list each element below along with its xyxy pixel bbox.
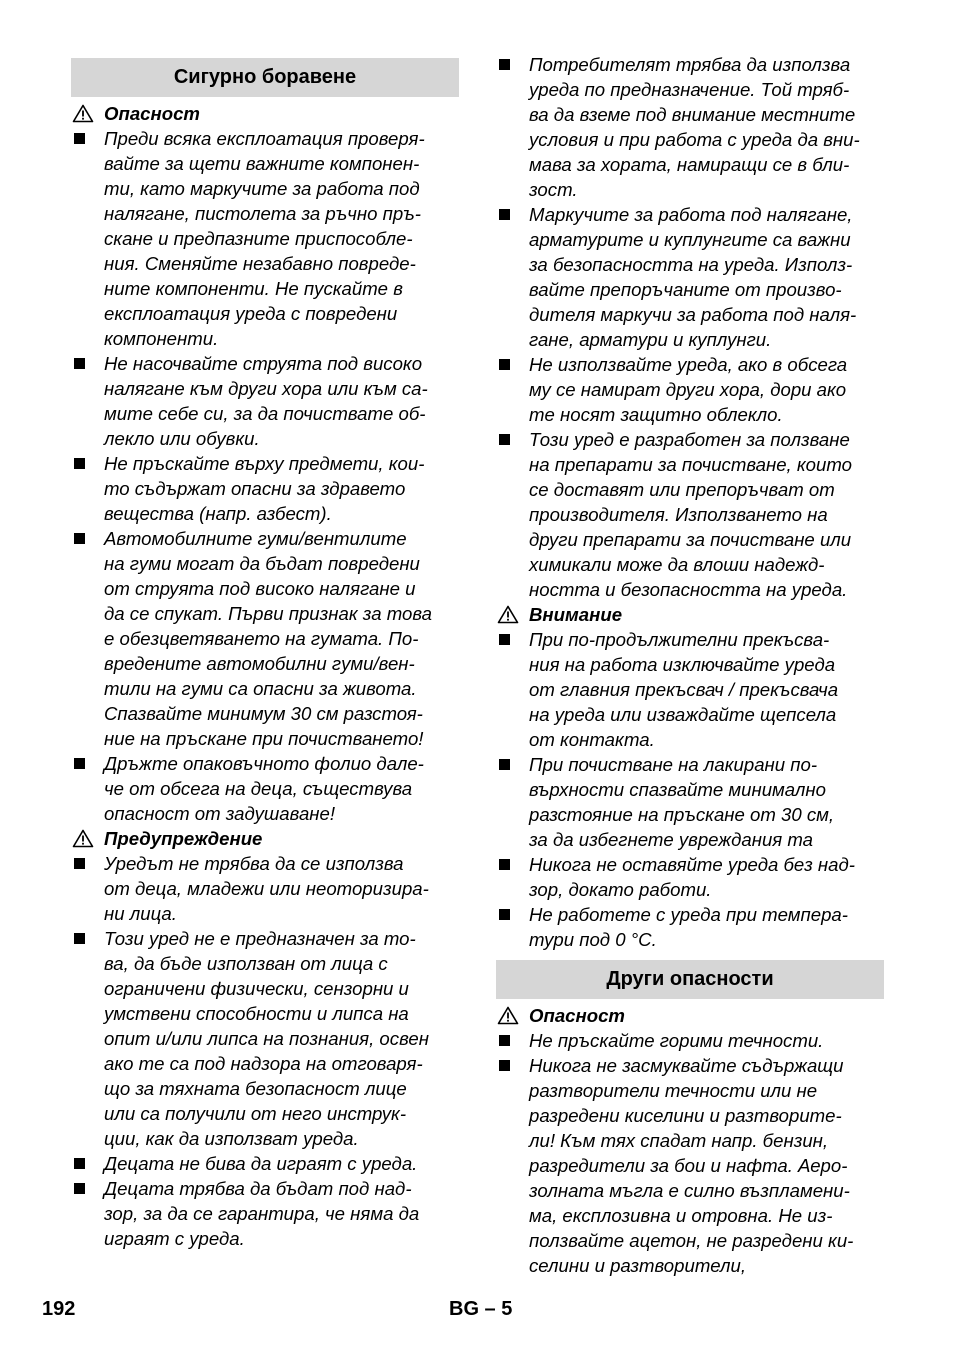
- list-item: При по-продължителни прекъсва- ния на работа изключвайте уреда от главния прекъсвач / прекъсвача на уреда или изваждайте щепсела от контакта.: [496, 627, 884, 752]
- list-item: Маркучите за работа под налягане, арматурите и куплунгите са важни за безопасността на уреда. Използ- вайте препоръчаните от произво- дителя маркучи за работа под наля- гане, арматури и куплунги.: [496, 202, 884, 352]
- warning-label: Внимание: [529, 604, 623, 625]
- list-item: Не насочвайте струята под високо налягане към други хора или към са- мите себе си, за да почиствате об- лекло или обувки.: [71, 351, 459, 451]
- list-item: Не пръскайте горими течности.: [496, 1028, 884, 1053]
- square-bullet-icon: [74, 1183, 85, 1194]
- square-bullet-icon: [499, 909, 510, 920]
- list-item: Не пръскайте върху предмети, кои- то съдържат опасни за здравето вещества (напр. азбест).: [71, 451, 459, 526]
- warning-danger: [71, 101, 459, 126]
- square-bullet-icon: [499, 759, 510, 770]
- list-item: Децата трябва да бъдат под над- зор, за да се гарантира, че няма да играят с уреда.: [71, 1176, 459, 1251]
- warning-label: Предупреждение: [104, 828, 263, 849]
- warning-label: Опасност: [104, 103, 200, 124]
- warning-triangle-icon: [497, 605, 519, 624]
- square-bullet-icon: [499, 859, 510, 870]
- list-item: Този уред е разработен за ползване на препарати за почистване, които се доставят или препоръчват от производителя. Използването на други препарати за почистване или химикали може да влоши надежд- ността и безопасността на уреда.: [496, 427, 884, 602]
- list-item: Преди всяка експлоатация проверя- вайте за щети важните компонен- ти, като маркучите за работа под налягане, пистолета за ръчно пръ- скане и предпазните приспособле- ния. Сменяйте незабавно повреде- ните компоненти. Не пускайте в експлоатация уреда с повредени компоненти.: [71, 126, 459, 351]
- square-bullet-icon: [74, 358, 85, 369]
- warning-label: Опасност: [529, 1005, 625, 1026]
- page-number: 192: [42, 1298, 76, 1320]
- square-bullet-icon: [74, 533, 85, 544]
- list-item: Децата не бива да играят с уреда.: [71, 1151, 459, 1176]
- list-item: Не работете с уреда при темпера- тури под 0 °C.: [496, 902, 884, 952]
- section-title-other-hazards: Други опасности: [496, 960, 884, 999]
- square-bullet-icon: [499, 634, 510, 645]
- list-item: Не използвайте уреда, ако в обсега му се намират други хора, дори ако те носят защитно облекло.: [496, 352, 884, 427]
- list-item: Дръжте опаковъчното фолио дале- че от обсега на деца, съществува опасност от задушаване!: [71, 751, 459, 826]
- square-bullet-icon: [74, 758, 85, 769]
- square-bullet-icon: [499, 359, 510, 370]
- page-label: BG – 5: [449, 1298, 513, 1320]
- warning-triangle-icon: [497, 1006, 519, 1025]
- list-item: Уредът не трябва да се използва от деца, младежи или неоторизира- ни лица.: [71, 851, 459, 926]
- square-bullet-icon: [499, 59, 510, 70]
- warning-triangle-icon: [72, 829, 94, 848]
- list-item: Потребителят трябва да използва уреда по предназначение. Той тряб- ва да вземе под внимание местните условия и при работа с уреда да вни- мава за хората, намиращи се в бли- зост.: [496, 52, 884, 202]
- list-item: Никога не засмуквайте съдържащи разтворители течности или не разредени киселини и разтворите- ли! Към тях спадат напр. бензин, разредители за бои и нафта. Аеро- золната мъгла е силно възпламени- ма, експлозивна и отровна. Не из- ползвайте ацетон, не разредени ки- селини и разтворители,: [496, 1053, 884, 1278]
- list-item: При почистване на лакирани по- върхности спазвайте минимално разстояние на пръскане от 30 см, за да избегнете увреждания та: [496, 752, 884, 852]
- list-item: Този уред не е предназначен за то- ва, да бъде използван от лица с ограничени физически, сензорни и умствени способности и липса на опит и/или липса на познания, освен ако те са под надзора на отговаря- що за тяхната безопасност лице или са получили от него инструк- ции, как да използват уреда.: [71, 926, 459, 1151]
- square-bullet-icon: [74, 1158, 85, 1169]
- square-bullet-icon: [74, 858, 85, 869]
- warning-triangle-icon: [72, 104, 94, 123]
- section-title-safe-handling: Сигурно боравене: [71, 58, 459, 97]
- square-bullet-icon: [74, 933, 85, 944]
- list-item: Никога не оставяйте уреда без над- зор, докато работи.: [496, 852, 884, 902]
- square-bullet-icon: [74, 458, 85, 469]
- square-bullet-icon: [499, 434, 510, 445]
- warning-attention: [496, 602, 884, 627]
- square-bullet-icon: [499, 209, 510, 220]
- square-bullet-icon: [74, 133, 85, 144]
- square-bullet-icon: [499, 1060, 510, 1071]
- list-item: Автомобилните гуми/вентилите на гуми могат да бъдат повредени от струята под високо налягане и да се спукат. Първи признак за това е обезцветяването на гумата. По- вредените автомобилни гуми/вен- тили на гуми са опасни за живота. Спазвайте минимум 30 см разстоя- ние на пръскане при почистването!: [71, 526, 459, 751]
- square-bullet-icon: [499, 1035, 510, 1046]
- warning-danger: [496, 1003, 884, 1028]
- right-column: [496, 52, 884, 1278]
- left-column: [71, 58, 459, 1251]
- warning-caution: [71, 826, 459, 851]
